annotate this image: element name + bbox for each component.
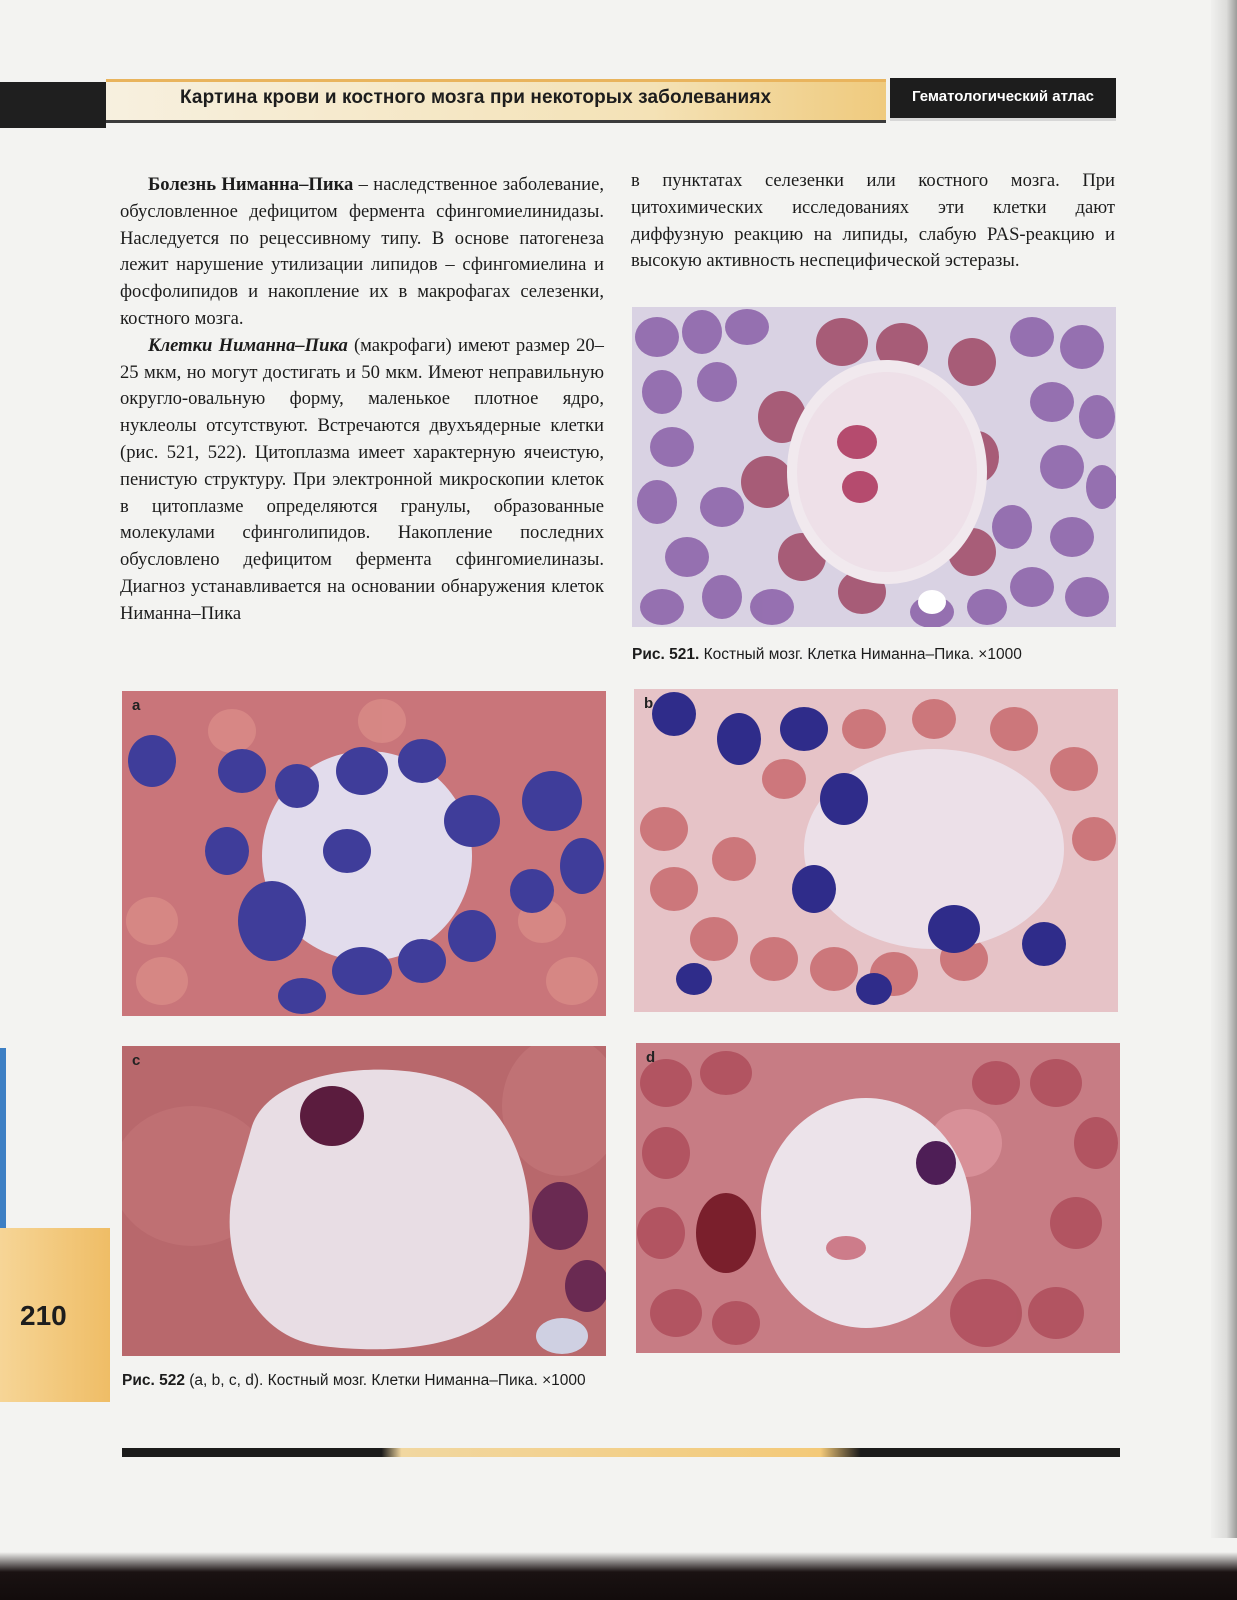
micrograph-521 [632,307,1116,627]
paragraph-2-text: (макрофаги) имеют размер 20–25 мкм, но могут достигать и 50 мкм. Имеют неправильную округло-овальную форму, маленькое плотное ядро, нуклеолы отсутствуют. Встречаются двухъядерные клетки (рис. 521, 522). Цитоплазма имеет характерную ячеистую, пенистую структуру. При электронной микроскопии клеток в цитоплазме определяются гранулы, образованные молекулами сфинголипидов. Накопление последних обусловлено дефицитом фермента сфингомиелиназы. Диагноз устанавливается на основании обнаружения клеток Ниманна–Пика [120,334,604,624]
term-cells: Клетки Ниманна–Пика [148,334,348,356]
figure-522a-photo [122,691,606,1016]
scan-bottom-edge [0,1538,1237,1600]
running-title: Картина крови и костного мозга при некоторых заболеваниях [180,87,772,108]
left-text-column [120,172,604,628]
figure-522-caption [122,1372,586,1390]
figure-522d-photo [636,1043,1120,1353]
footer-rule [122,1448,1120,1457]
figure-521-caption-text: Костный мозг. Клетка Ниманна–Пика. ×1000 [699,646,1022,663]
right-paragraph: в пунктатах селезенки или костного мозга. При цитохимических исследованиях эти клетки дают диффузную реакцию на липиды, слабую PAS-реакцию и высокую активность неспецифической эстеразы. [631,170,1115,272]
header-badge [890,78,1116,121]
term-disease: Болезнь Ниманна–Пика [148,174,354,195]
right-text-column [631,168,1115,275]
figure-522-label: Рис. 522 [122,1372,185,1389]
panel-label-d: d [646,1049,656,1066]
paragraph-1 [120,172,604,333]
micrograph-522c [122,1046,606,1356]
side-accent-strip [0,1048,6,1228]
scan-edge [1211,0,1237,1600]
micrograph-522d [636,1043,1120,1353]
figure-521-photo [632,307,1116,627]
paragraph-1-text: – наследственное заболевание, обусловленное дефицитом фермента сфингомиелинидазы. Наследуется по рецессивному типу. В основе патогенеза лежит нарушение утилизации липидов – сфингомиелина и фосфолипидов и накопление их в макрофагах селезенки, костного мозга. [120,174,604,329]
figure-521-caption [632,646,1022,664]
header-left-block [0,82,106,128]
panel-label-a: a [132,697,141,714]
panel-label-c: c [132,1052,141,1069]
panel-label-b: b [644,695,654,712]
header-badge-text: Гематологический атлас [911,88,1095,105]
micrograph-522a [122,691,606,1016]
figure-521-label: Рис. 521. [632,646,700,663]
micrograph-522b [634,689,1118,1012]
page-number: 210 [20,1300,67,1331]
figure-522c-photo [122,1046,606,1356]
figure-522b-photo [634,689,1118,1012]
paragraph-2 [120,333,604,628]
figure-522-caption-text: (a, b, c, d). Костный мозг. Клетки Ниманна–Пика. ×1000 [184,1372,586,1389]
